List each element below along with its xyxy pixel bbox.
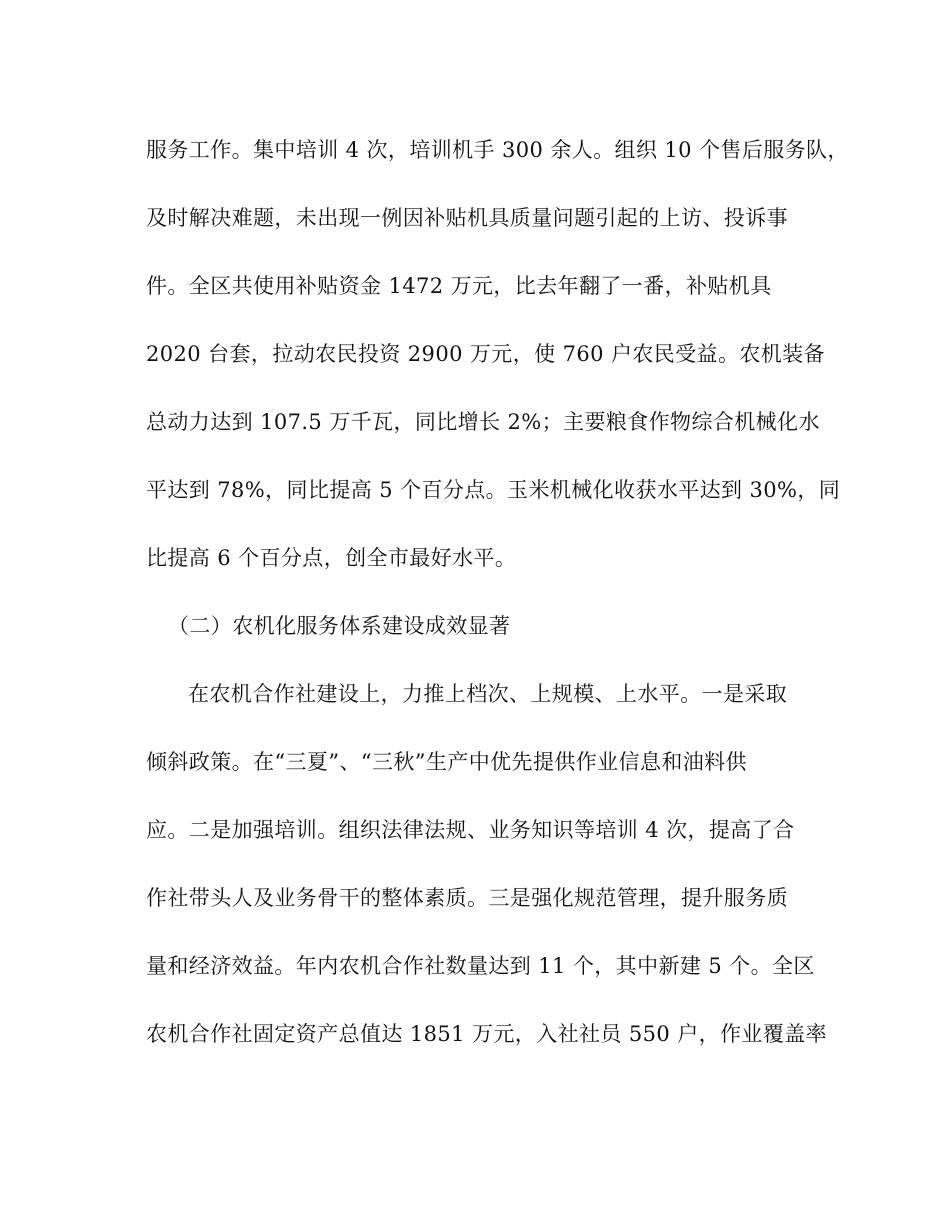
paragraph-line: 应。二是加强培训。组织法律法规、业务知识等培训 4 次，提高了合	[146, 818, 795, 842]
paragraph-line: 及时解决难题，未出现一例因补贴机具质量问题引起的上访、投诉事	[146, 206, 788, 230]
paragraph-line: 总动力达到 107.5 万千瓦，同比增长 2%；主要粮食作物综合机械化水	[146, 410, 820, 434]
paragraph-line: 作社带头人及业务骨干的整体素质。三是强化规范管理，提升服务质	[146, 886, 788, 910]
paragraph-line: 服务工作。集中培训 4 次，培训机手 300 余人。组织 10 个售后服务队，	[146, 138, 849, 162]
paragraph-line: 比提高 6 个百分点，创全市最好水平。	[146, 546, 517, 570]
section-heading: （二）农机化服务体系建设成效显著	[168, 614, 511, 638]
paragraph-line: 在农机合作社建设上，力推上档次、上规模、上水平。一是采取	[188, 682, 788, 706]
paragraph-line: 件。全区共使用补贴资金 1472 万元，比去年翻了一番，补贴机具	[146, 274, 772, 298]
paragraph-line: 平达到 78%，同比提高 5 个百分点。玉米机械化收获水平达到 30%，同	[146, 478, 841, 502]
paragraph-line: 倾斜政策。在“三夏”、“三秋”生产中优先提供作业信息和油料供	[146, 750, 747, 774]
paragraph-line: 2020 台套，拉动农民投资 2900 万元，使 760 户农民受益。农机装备	[146, 342, 825, 366]
paragraph-line: 农机合作社固定资产总值达 1851 万元，入社社员 550 户，作业覆盖率	[146, 1022, 828, 1046]
paragraph-line: 量和经济效益。年内农机合作社数量达到 11 个，其中新建 5 个。全区	[146, 954, 815, 978]
